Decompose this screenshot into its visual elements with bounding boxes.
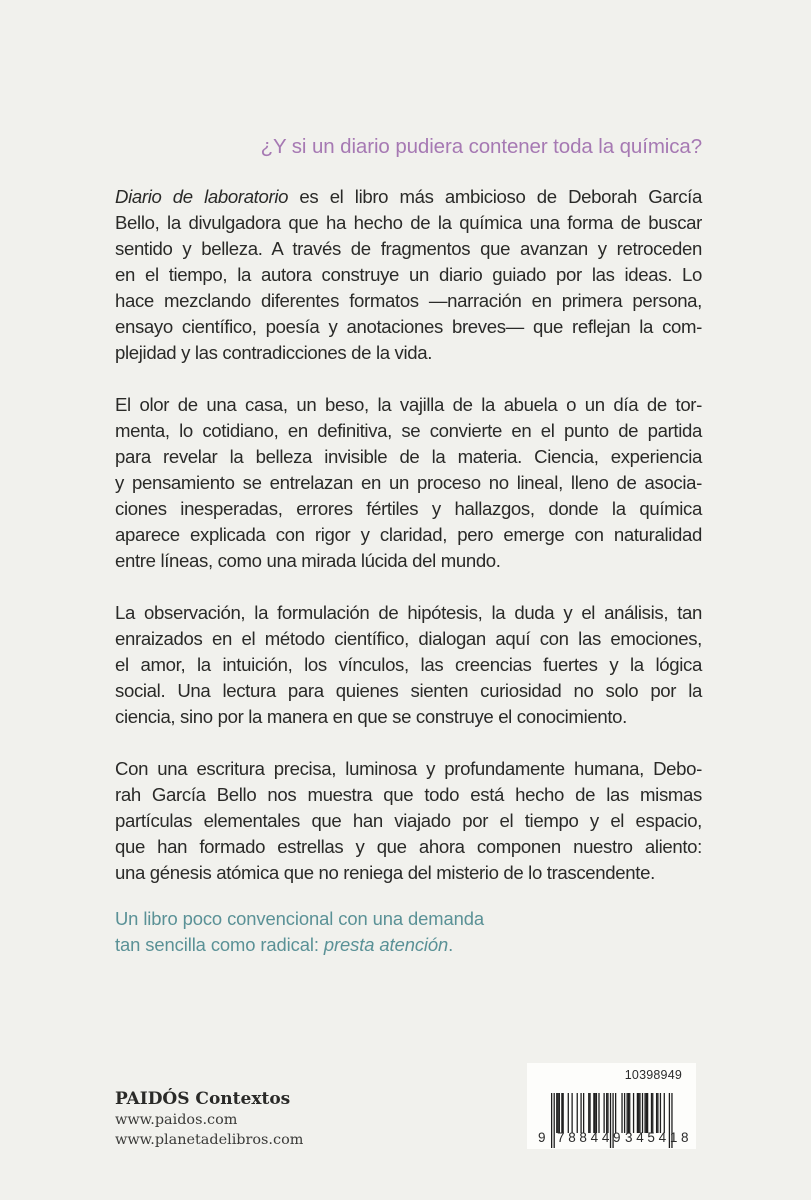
text-line [115,600,702,626]
text-line-text: enraizados en el método científico, dialogan aquí con las emociones, [115,628,702,649]
text-line [115,522,702,548]
text-line-content [115,418,702,444]
closing-line-1: Un libro poco convencional con una demanda [115,908,484,929]
barcode-bar [596,1093,597,1133]
barcode-bar [656,1093,657,1133]
barcode-bar [593,1093,594,1133]
text-line [115,834,702,860]
barcode-bar [571,1093,572,1133]
text-line-content [115,808,702,834]
text-line [115,626,702,652]
barcode-bar [580,1093,581,1133]
barcode-bar [629,1093,630,1133]
barcode-bar [615,1093,616,1133]
text-line-text: plejidad y las contradicciones de la vida. [115,342,433,363]
text-line [115,236,702,262]
barcode-bar [633,1093,634,1133]
text-line [115,262,702,288]
text-line [115,704,702,730]
text-line [115,314,702,340]
text-line [115,808,702,834]
barcode-bar [583,1093,584,1133]
text-line-content [115,236,702,262]
text-line-text: ciencia, sino por la manera en que se construye el conocimiento. [115,706,627,727]
barcode-bar [561,1093,562,1133]
text-line-text: La observación, la formulación de hipótesis, la duda y el análisis, tan [115,602,702,623]
barcode-bar [577,1093,578,1133]
text-line-content [115,340,702,366]
text-line-text: ciones inesperadas, errores fértiles y hallazgos, donde la química [115,498,702,519]
book-title: Diario de laboratorio [115,186,289,207]
isbn-first-digit: 9 [538,1130,546,1145]
barcode-bar [651,1093,652,1133]
barcode-bar [554,1093,555,1148]
text-line-content [115,470,702,496]
text-line-text: que han formado estrellas y que ahora componen nuestro aliento: [115,836,702,857]
text-line-content [115,678,702,704]
header-tagline: ¿Y si un diario pudiera contener toda la química? [260,135,702,158]
barcode-bar [624,1093,625,1133]
text-line [115,210,702,236]
text-line-content [115,652,702,678]
barcode-bar [642,1093,643,1133]
text-line-content [115,860,702,886]
barcode-bar [607,1093,608,1133]
barcode-bar [639,1093,640,1133]
text-line-text: hace mezclando diferentes formatos —narración en primera persona, [115,290,702,311]
text-line [115,782,702,808]
isbn-group-2: 345418 [625,1130,693,1145]
barcode-bar [557,1093,558,1133]
text-line-text: y pensamiento se entrelazan en un proceso no lineal, lleno de asocia- [115,472,702,493]
publisher-name: PAIDÓS Contextos [115,1089,291,1109]
text-line-text: rah García Bello nos muestra que todo está hecho de las mismas [115,784,702,805]
text-line [115,392,702,418]
text-line-text: en el tiempo, la autora construye un diario guiado por las ideas. Lo [115,264,702,285]
text-line-text: entre líneas, como una mirada lúcida del mundo. [115,550,501,571]
text-line [115,652,702,678]
barcode-bar [551,1093,552,1148]
barcode-bar [621,1093,622,1133]
publisher-block [115,1088,303,1150]
barcode-bar [598,1093,599,1133]
barcode [527,1063,696,1149]
publisher-url[interactable]: www.planetadelibros.com [115,1132,304,1148]
text-line [115,470,702,496]
barcode-bar [606,1093,607,1133]
barcode-bar [563,1093,564,1133]
barcode-bar [559,1093,560,1133]
text-line [115,678,702,704]
barcode-bar [638,1093,639,1133]
text-line-content [115,626,702,652]
barcode-bar [627,1093,628,1133]
barcode-bar [628,1093,629,1133]
text-line-text: Bello, la divulgadora que ha hecho de la química una forma de buscar [115,212,702,233]
isbn-group-1: 788449 [557,1130,625,1145]
text-line-text: para revelar la belleza invisible de la materia. Ciencia, experiencia [115,446,702,467]
text-line-text: ensayo científico, poesía y anotaciones breves— que reflejan la com- [115,316,702,337]
text-line-content [115,782,702,808]
barcode-bar [664,1093,665,1133]
text-line-content [115,184,702,210]
closing-line-2-suffix: . [448,934,454,955]
text-line-text: menta, lo cotidiano, en definitiva, se convierte en el punto de partida [115,420,702,441]
paragraph [115,392,702,574]
text-line-content [115,756,702,782]
text-line [115,444,702,470]
barcode-bar [647,1093,648,1133]
text-line-content [115,444,702,470]
text-line [115,496,702,522]
text-line-text: partículas elementales que han viajado por el tiempo y el espacio, [115,810,702,831]
text-line-content [115,288,702,314]
text-line-content [115,704,702,730]
text-line-content [115,834,702,860]
barcode-bar [556,1093,557,1133]
barcode-bar [657,1093,658,1133]
text-line-content [115,210,702,236]
closing-statement [115,906,484,958]
paragraph [115,184,702,366]
text-line-text: sentido y belleza. A través de fragmentos que avanzan y retroceden [115,238,702,259]
text-line-text: una génesis atómica que no reniega del misterio de lo trascendente. [115,862,655,883]
publisher-url[interactable]: www.paidos.com [115,1112,238,1128]
text-line-text: el amor, la intuición, los vínculos, las creencias fuertes y la lógica [115,654,702,675]
paragraph [115,756,702,886]
text-line [115,418,702,444]
text-line-content [115,496,702,522]
text-line-text: social. Una lectura para quienes sienten curiosidad no solo por la [115,680,702,701]
barcode-bar [652,1093,653,1133]
text-line-text: El olor de una casa, un beso, la vajilla de la abuela o un día de tor- [115,394,702,415]
text-line-text: aparece explicada con rigor y claridad, pero emerge con naturalidad [115,524,702,545]
closing-line-2-prefix: tan sencilla como radical: [115,934,324,955]
closing-emphasis: presta atención [323,934,449,955]
barcode-bar [588,1093,589,1133]
text-line-content [115,522,702,548]
barcode-id: 10398949 [624,1068,682,1082]
barcode-bar [603,1093,604,1133]
barcode-bar [595,1093,596,1133]
text-line-content [115,548,702,574]
barcode-bar [660,1093,661,1133]
barcode-bar [568,1093,569,1133]
text-line [115,184,702,210]
text-line [115,756,702,782]
text-line [115,340,702,366]
text-line-text: es el libro más ambicioso de Deborah García [288,186,702,207]
body-text [115,184,702,912]
text-line-content [115,262,702,288]
text-line [115,548,702,574]
paragraph [115,600,702,730]
text-line-content [115,600,702,626]
closing-line-2 [115,932,484,958]
text-line [115,860,702,886]
text-line-content [115,314,702,340]
barcode-bar [589,1093,590,1133]
barcode-bar [644,1093,645,1133]
text-line [115,288,702,314]
barcode-bar [637,1093,638,1133]
text-line-content [115,392,702,418]
barcode-bar [646,1093,647,1133]
text-line-text: Con una escritura precisa, luminosa y profundamente humana, Debo- [115,758,702,779]
